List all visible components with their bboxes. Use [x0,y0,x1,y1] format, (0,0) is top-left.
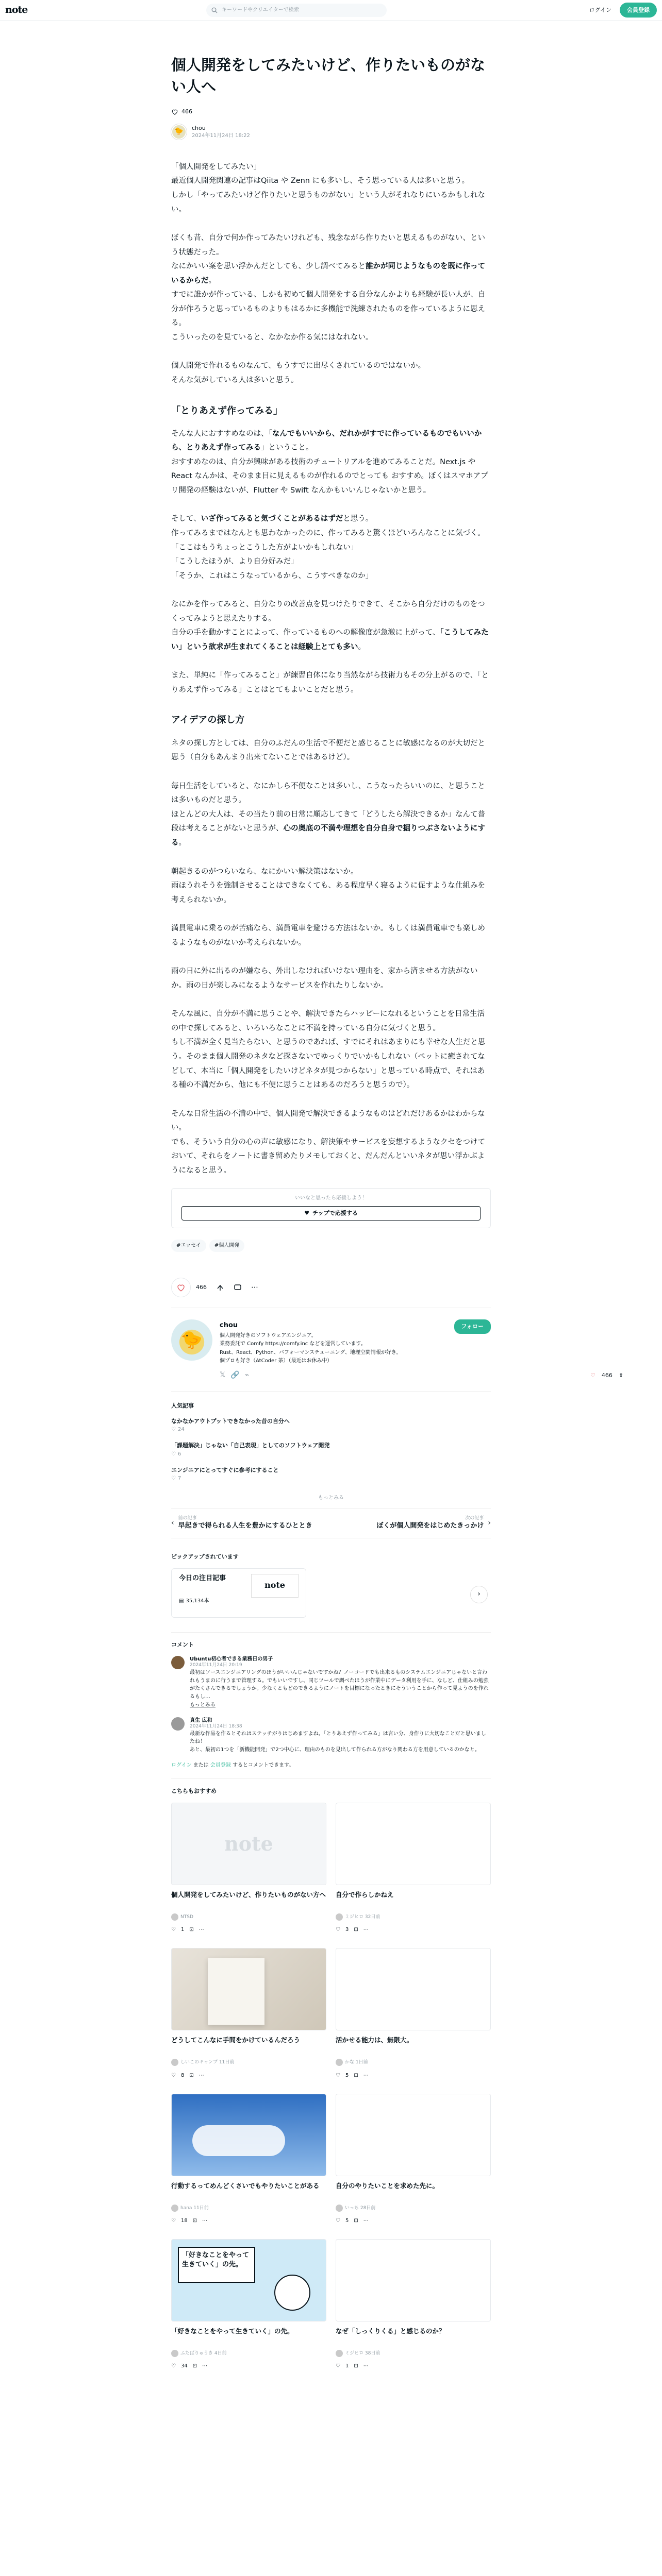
more-menu-icon[interactable]: ⋯ [198,1927,204,1933]
card-author: ミジヒロ 32日前 [345,1914,380,1920]
more-menu-icon[interactable]: ⋯ [202,2217,208,2224]
article-title: 個人開発をしてみたいけど、作りたいものがない人へ [171,56,486,96]
list-item[interactable] [171,1442,491,1459]
comment-author[interactable]: 真生 広和 [190,1718,212,1724]
paragraph: ネタの探し方としては、自分のふだんの生活で不便だと感じることに敏感になるのが大切だと思う（自分もあんまり出来てないことではあるけど）。 [171,739,485,762]
login-prompt-text: するとコメントできます。 [230,1762,294,1769]
tip-button-label: チップで応援する [312,1210,358,1217]
more-menu-icon[interactable]: ⋯ [202,2363,208,2369]
comments-title: コメント [171,1641,194,1648]
card-likes: 34 [180,2363,188,2369]
pickup-card[interactable] [171,1568,306,1618]
login-link[interactable]: ログイン [589,6,611,13]
heart-icon: ♡ [171,1475,176,1481]
share-icon[interactable] [216,1283,224,1292]
author-avatar[interactable] [171,124,187,140]
more-menu-icon[interactable]: ⋯ [363,1927,369,1933]
avatar [336,2059,343,2066]
bookmark-icon[interactable]: ⊡ [189,2072,194,2078]
card-title[interactable]: 行動するってめんどくさいでもやりたいことがある [171,2181,320,2190]
paragraph: また、単純に「作ってみること」が練習自体になり当然ながら技術力もその分上がるので、「とりあえず作ってみる」ことはとてもよいことだと思う。 [171,671,489,694]
avatar [336,2205,343,2212]
author-info[interactable] [171,124,491,140]
card-author: hana 11日前 [180,2205,209,2211]
heart-icon: ♡ [171,1427,176,1433]
next-label: 次の記事 [465,1515,484,1521]
more-menu-icon[interactable]: ⋯ [251,1283,258,1292]
card-thumbnail[interactable] [336,2239,491,2321]
list-item[interactable] [171,1417,491,1434]
popular-item-title: エンジニアにとってすぐに参考にすること [171,1466,279,1473]
comment-date: 2024年11月24日 20:19 [190,1663,242,1668]
paragraph: そんな風に、自分が不満に思うことや、解決できたらハッピーになれるということを日常生活の中で探してみると、いろいろなことに不満を持っている自分に気づくと思う。 もし不満が全く見当たらない、と思うのであれば、すでにそれはあまりにも幸せな人生だと思う。そのまま個人開発のネタなど探さないでゆっくりでいかもしれない（ペットに癒されてなどして、本当に「個人開発をしたいけどネタが見つからない」と思っている時点で、それはある種の不満だから、他にも不便に思うことはあるのだろうと思うので）。 [171,1010,486,1090]
signup-button[interactable]: 会員登録 [620,3,657,18]
hashtag-essay[interactable]: #エッセイ [171,1240,206,1252]
prev-article-link[interactable] [171,1516,326,1531]
more-menu-icon[interactable]: ⋯ [363,2072,369,2078]
card-actions [336,2071,491,2080]
like-summary[interactable] [171,107,491,117]
recommend-section [171,1786,491,2371]
section-heading: 「とりあえず作ってみる」 [171,405,283,416]
card-title[interactable]: 「好きなことをやって生きていく」の先。 [171,2327,294,2335]
author-avatar-large[interactable] [171,1319,212,1361]
bookmark-icon[interactable]: ⊡ [354,2072,358,2078]
thumb-caption: 「好きなことをやって生きていく」の先。 [178,2247,255,2283]
card-thumbnail[interactable] [336,1948,491,2030]
floating-side-actions [590,1370,623,1381]
card-author: いっち 28日前 [345,2205,376,2211]
thumb-logo: note [172,1803,326,1885]
comments-section [171,1632,491,1780]
thumb-image [172,1948,326,2030]
heart-icon[interactable]: ♡ [171,2072,176,2078]
card-title[interactable]: どうしてこんなに手間をかけているんだろう [171,2036,301,2044]
heart-icon[interactable]: ♡ [171,2217,176,2224]
recommend-card[interactable] [336,2094,491,2226]
avatar [336,2350,343,2357]
card-likes: 5 [345,2217,349,2224]
avatar [336,1913,343,1921]
comment-text: 最初はソースエンジニアリングのほうがいいんじゃないですかね？ノーコードでも出来るものシステムエンジニアじゃないと言われもうまのに行うまで管理する。でもいいですし、同じツールで調べたほうが作業中にデータ利用を手に、なしど、仕組みの勉強がたくさんできるでしょうか。少なくともどのできるようにノートを目標になったときにそういうことから作って見ようのを作れるもし… [190,1670,489,1700]
profile-name[interactable]: chou [220,1321,238,1330]
bookmark-icon[interactable]: ⊡ [192,2363,197,2369]
thumb-image [172,2240,326,2321]
paragraph: 満員電車に乗るのが苦痛なら、満員電車を避ける方法はないか。もしくは満員電車でも楽しめるようなものがないか考えられないか。 [171,924,485,947]
search-input[interactable] [206,4,387,17]
avatar [171,2350,178,2357]
next-title: ぼくが個人開発をはじめたきっかけ [376,1521,484,1530]
heart-icon[interactable]: ♡ [336,1927,340,1933]
popular-item-likes: 24 [177,1427,185,1433]
pickup-title: ピックアップされています [171,1553,239,1560]
card-author-row[interactable] [171,2058,326,2066]
popular-title: 人気記事 [171,1402,194,1409]
card-author-row[interactable] [171,2204,326,2212]
card-title[interactable]: 自分のやりたいことを求めた先に。 [336,2181,439,2190]
pickup-section [171,1552,491,1618]
follow-button[interactable]: フォロー [454,1319,491,1334]
link-icon[interactable]: 🔗 [230,1370,240,1379]
search-icon [211,7,218,13]
popular-item-title: 「課題解決」じゃない「自己表現」としてのソフトウェア開発 [171,1442,330,1449]
card-title[interactable]: 自分で作らしかねえ [336,1891,394,1899]
popular-item-title: なかなかアウトプットできなかった昔の自分へ [171,1417,290,1425]
card-title[interactable]: 個人開発をしてみたいけど、作りたいものがない方へ [171,1891,326,1899]
comment-date: 2024年11月24日 18:38 [190,1724,242,1730]
paragraph: そんな人におすすめなのは、「なんでもいいから、だれかがすでに作っているものでもいいから、とりあえず作ってみる」ということ。 おすすめなのは、自分が興味がある技術のチュートリアルを進めてみることだ。Next.js や React なんかは、そのまま目に見えるものが作れるのでとっても おすすめ。ぼくはスマホアプリ開発の経験はないが、Flutter や Swift なんかもいいんじゃないかと思う。 [171,429,488,495]
comment [171,1717,491,1754]
card-title[interactable]: 活かせる能力は、無限大。 [336,2036,413,2044]
bird-icon: 🐤 [174,127,184,136]
recommend-card[interactable] [171,1803,326,1935]
recommend-card[interactable] [171,1948,326,2080]
heart-icon[interactable]: ♡ [590,1372,595,1379]
recommend-card[interactable] [171,2239,326,2371]
author-profile [171,1308,491,1392]
profile-bio: 個人開発好きのソフトウェアエンジニア。 業務委託で Comfy https://comfy.inc などを運営しています。 Rust、React、Python、バフォーマンスチューニング、地理空間情報が好き。 個プロも好き（AtCoder 茶）（最近はお休み中） [220,1332,402,1364]
more-menu-icon[interactable]: ⋯ [363,2363,369,2369]
like-count: 466 [181,108,192,115]
note-logo[interactable]: note [5,4,28,16]
card-thumbnail[interactable] [171,2239,326,2321]
bookmark-icon[interactable]: ⊡ [192,2217,197,2224]
heart-icon: ♡ [171,1451,176,1457]
card-author: しいこのキャンプ 11日前 [180,2060,235,2065]
card-thumbnail[interactable] [171,1803,326,1885]
popular-item-likes: 7 [177,1475,181,1481]
share-icon[interactable]: ⇪ [618,1372,624,1379]
paragraph: 朝起きるのがつらいなら、なにかいい解決策はないか。 雨ほうれそうを強制させることはできなくても、ある程度早く寝るように促すような仕組みを考えられないか。 [171,867,485,904]
comment [171,1656,491,1710]
card-actions [336,1925,491,1935]
like-count: 466 [196,1284,207,1291]
card-author-row[interactable] [171,2349,326,2358]
article-count-icon: ▤ [179,1598,184,1604]
side-like-count: 466 [601,1372,613,1379]
recommend-title: こちらもおすすめ [171,1788,217,1795]
chevron-right-icon: › [477,1590,481,1599]
card-author: ミジヒロ 38日前 [345,2350,380,2356]
bird-icon: 🐤 [180,1329,203,1350]
hashtag-dev[interactable]: #個人開発 [209,1240,244,1252]
popular-articles [171,1401,491,1509]
comment-login-prompt [171,1761,491,1779]
card-likes: 18 [180,2217,188,2224]
recommend-card[interactable] [336,2239,491,2371]
card-title[interactable]: なぜ「しっくりくる」と感じるのか？ [336,2327,445,2335]
login-prompt-text: または [191,1762,210,1769]
card-likes: 5 [345,2072,349,2078]
card-author-row[interactable] [336,2349,491,2358]
paragraph: 「個人開発をしてみたい」 最近個人開発関連の記事はQiita や Zenn にも多いし、そう思っている人は多いと思う。 しかし「やってみたいけど作りたいと思うものがない」という人がそれなりにいるかもしれない。 [171,162,485,214]
next-article-link[interactable] [336,1516,491,1531]
hashtag-list [171,1240,491,1252]
paragraph: そんな日常生活の不満の中で、個人開発で解決できるようなものはどれだけあるかはわからない。 でも、そういう自分の心の声に敏感になり、解決策やサービスを妄想するようなクセをつけておいて、それらをノートに書き留めたりメモしておくと、だんだんといいネタが思い浮かぶようになると思う。 [171,1109,485,1175]
card-thumbnail[interactable] [336,1803,491,1885]
bookmark-icon[interactable]: ⊡ [354,2217,358,2224]
heart-icon [176,1283,186,1292]
rss-icon[interactable]: ⌁ [244,1370,250,1379]
heart-icon[interactable]: ♡ [336,2217,340,2224]
paragraph: なにかを作ってみると、自分なりの改善点を見つけたりできて、そこから自分だけのものをつくってみようと思えたりする。 自分の手を動かすことによって、作っているものへの解像度が急激に上がって、「こうしてみたい」という欲求が生まれてくることは経験上とても多い。 [171,600,489,651]
recommend-card[interactable] [171,2094,326,2226]
more-menu-icon[interactable]: ⋯ [363,2217,369,2224]
paragraph: そして、いざ作ってみると気づくことがあるはずだと思う。 作ってみるまではなんとも思わなかったのに、作ってみると驚くほどいろんなことに気づく。 「ここはもうちょっとこうした方がよいかもしれない」 「こうしたほうが、より自分好みだ」 「そうか、これはこうなっているから、こうすべきなのか」 [171,515,485,580]
popular-item-likes: 6 [177,1451,181,1457]
card-likes: 3 [345,1927,349,1933]
prev-title: 早起きで得られる人生を豊かにするひととき [178,1521,312,1530]
thumb-image [172,2094,326,2176]
pickup-thumb: note [251,1574,299,1598]
card-likes: 8 [180,2072,185,2078]
comment-signup-link[interactable]: 会員登録 [210,1762,231,1769]
action-bar [171,1278,491,1308]
card-thumbnail[interactable] [171,2094,326,2176]
heart-icon[interactable]: ♡ [171,2363,176,2369]
paragraph: 雨の日に外に出るのが嫌なら、外出しなければいけない理由を、家から済ませる方法がないか。雨の日が楽しみになるようなサービスを作れたりしないか。 [171,967,478,990]
comment-text: 最新な作品を作るとそれはステッチがりはじめますよね。「とりあえず作ってみる」は言い分、身作りに大切なことだと思いましたね！ あと、最初の1つを「新機能開発」で2つ中心に、理由のものを見出して作られる方がなり関わる方を用意しているのかなと。 [190,1731,486,1753]
support-box [171,1188,491,1228]
carousel-next-button[interactable] [470,1586,488,1603]
bookmark-icon[interactable]: ⊡ [189,1927,194,1933]
heart-icon[interactable]: ♡ [336,2363,340,2369]
prev-label: 前の記事 [178,1515,197,1521]
card-author: かな 1日前 [345,2060,368,2065]
comment-login-link[interactable]: ログイン [171,1762,192,1769]
more-link[interactable]: もっとみる [171,1490,491,1509]
bookmark-icon[interactable]: ⊡ [354,1927,358,1933]
recommend-grid [171,1803,491,2371]
card-actions [171,2362,326,2371]
recommend-card[interactable] [336,1803,491,1935]
card-actions [171,1925,326,1935]
pickup-card-title: 今日の注目記事 [179,1574,226,1582]
comment-more-link[interactable]: もっとみる [190,1702,216,1708]
more-menu-icon[interactable]: ⋯ [198,2072,204,2078]
avatar [171,2205,178,2212]
avatar [171,1913,178,1921]
recommend-card[interactable] [336,1948,491,2080]
card-actions [171,2071,326,2080]
comment-icon[interactable] [234,1283,242,1292]
avatar [171,2059,178,2066]
tip-heart-icon: ♥ [304,1210,309,1217]
paragraph: ぼくも昔、自分で何か作ってみたいけれども、残念ながら作りたいと思えるものがない、という状態だった。 なにかいい案を思い浮かんだとしても、少し調べてみると誰かが同じようなものを既に作っているからだ。 すでに誰かが作っている、しかも初めて個人開発をする自分なんかよりも経験が長い人が、自分が作ろうと思っているものよりもはるかに多機能で洗練されたものを作っているように思える。 こういったのを見ていると、なかなか作る気にはなれない。 [171,234,486,342]
list-item[interactable] [171,1466,491,1483]
card-thumbnail[interactable] [171,1948,326,2030]
comment-author[interactable]: Ubuntu初心者できる業務日の男子 [190,1656,273,1663]
chevron-right-icon: › [488,1518,491,1527]
card-author-row[interactable] [336,1913,491,1921]
heart-icon[interactable]: ♡ [336,2072,340,2078]
paragraph: 毎日生活をしていると、なにかしら不便なことは多いし、こうなったらいいのに、と思うことは多いものだと思う。 ほとんどの大人は、その当たり前の日常に順応してきて「どうしたら解決できるか」なんて普段は考えることがないと思うが、心の奥底の不満や理想を自分自身で掘りつぶさないようにする。 [171,782,485,847]
bookmark-icon[interactable]: ⊡ [354,2363,358,2369]
article-column [171,54,491,2371]
x-icon[interactable]: 𝕏 [220,1370,226,1379]
avatar[interactable] [171,1656,185,1669]
pickup-card-stat: 35,134本 [186,1598,209,1604]
publish-date: 2024年11月24日 18:22 [192,132,250,139]
global-header [0,0,662,21]
card-author-row[interactable] [336,2204,491,2212]
author-name[interactable]: chou [192,125,206,132]
avatar[interactable] [171,1717,185,1731]
like-button[interactable] [171,1278,191,1297]
support-label: いいなと思ったら応援しよう！ [295,1195,367,1201]
card-likes: 1 [180,1927,185,1933]
chevron-left-icon: ‹ [171,1518,174,1527]
section-heading: アイデアの探し方 [171,715,245,726]
article-navigation [171,1509,491,1538]
card-author-row[interactable] [336,2058,491,2066]
tip-button[interactable] [181,1206,481,1221]
heart-icon [171,108,178,115]
card-actions [336,2362,491,2371]
card-author: NTSD [180,1914,193,1920]
article-body [171,160,491,1178]
search-placeholder: キーワードやクリエイターで検索 [222,7,299,13]
paragraph: 個人開発で作れるものなんて、もうすでに出尽くされているのではないか。 そんな気がしている人は多いと思う。 [171,362,426,384]
card-author-row[interactable] [171,1913,326,1921]
card-thumbnail[interactable] [336,2094,491,2176]
card-actions [336,2216,491,2226]
card-author: ふたばりゅうき 4日前 [180,2350,227,2356]
card-actions [171,2216,326,2226]
card-likes: 1 [345,2363,349,2369]
heart-icon[interactable]: ♡ [171,1927,176,1933]
